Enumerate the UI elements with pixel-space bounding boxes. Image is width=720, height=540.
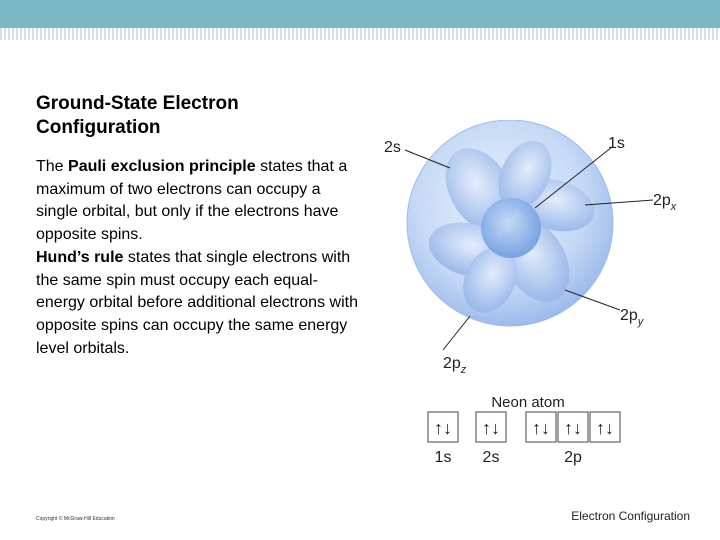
arrows-2p-3: ↑↓ bbox=[596, 418, 614, 438]
copyright-notice: Copyright © McGraw-Hill Education bbox=[36, 516, 115, 522]
hund-paragraph bbox=[36, 247, 366, 361]
arrows-2s: ↑↓ bbox=[482, 418, 500, 438]
orbital-1s-core bbox=[481, 198, 541, 258]
header-stripe bbox=[0, 28, 720, 40]
neon-atom-figure bbox=[375, 120, 705, 470]
pauli-text-1: The bbox=[36, 158, 69, 175]
label-2px bbox=[653, 192, 677, 213]
box-label-2s: 2s bbox=[482, 449, 500, 466]
pauli-term: Pauli exclusion principle bbox=[68, 158, 256, 175]
label-2px-main: 2p bbox=[653, 192, 671, 209]
footer-topic: Electron Configuration bbox=[571, 509, 690, 523]
pauli-paragraph bbox=[36, 156, 366, 247]
label-2py-main: 2p bbox=[620, 307, 638, 324]
label-2py-sub: y bbox=[637, 316, 644, 328]
neon-atom-diagram bbox=[375, 120, 705, 470]
label-2py bbox=[620, 307, 645, 328]
hund-term: Hund’s rule bbox=[36, 248, 124, 266]
header-bar bbox=[0, 0, 720, 28]
arrows-1s: ↑↓ bbox=[434, 418, 452, 438]
label-2pz-sub: z bbox=[460, 364, 467, 376]
pauli-text-2: states that a maximum of two electrons can occupy a single orbital, but only if the electrons have opposite spins. bbox=[36, 158, 348, 244]
label-2px-sub: x bbox=[670, 201, 677, 213]
label-1s: 1s bbox=[608, 135, 625, 152]
label-2s: 2s bbox=[384, 139, 401, 156]
label-2pz-main: 2p bbox=[443, 355, 461, 372]
label-2pz bbox=[443, 355, 467, 376]
slide-body bbox=[36, 156, 366, 360]
arrows-2p-1: ↑↓ bbox=[532, 418, 550, 438]
arrows-2p-2: ↑↓ bbox=[564, 418, 582, 438]
box-label-2p: 2p bbox=[564, 449, 582, 466]
slide-title: Ground-State Electron Configuration bbox=[36, 93, 239, 138]
box-labels bbox=[435, 449, 582, 466]
leader-2pz bbox=[443, 316, 470, 350]
orbital-boxes bbox=[428, 412, 620, 442]
atom-name: Neon atom bbox=[491, 394, 565, 411]
box-label-1s: 1s bbox=[434, 449, 452, 466]
hund-text: states that single electrons with the same spin must occupy each equal-energy orbital before additional electrons with opposite spins can occupy the same energy level orbitals. bbox=[36, 248, 358, 357]
